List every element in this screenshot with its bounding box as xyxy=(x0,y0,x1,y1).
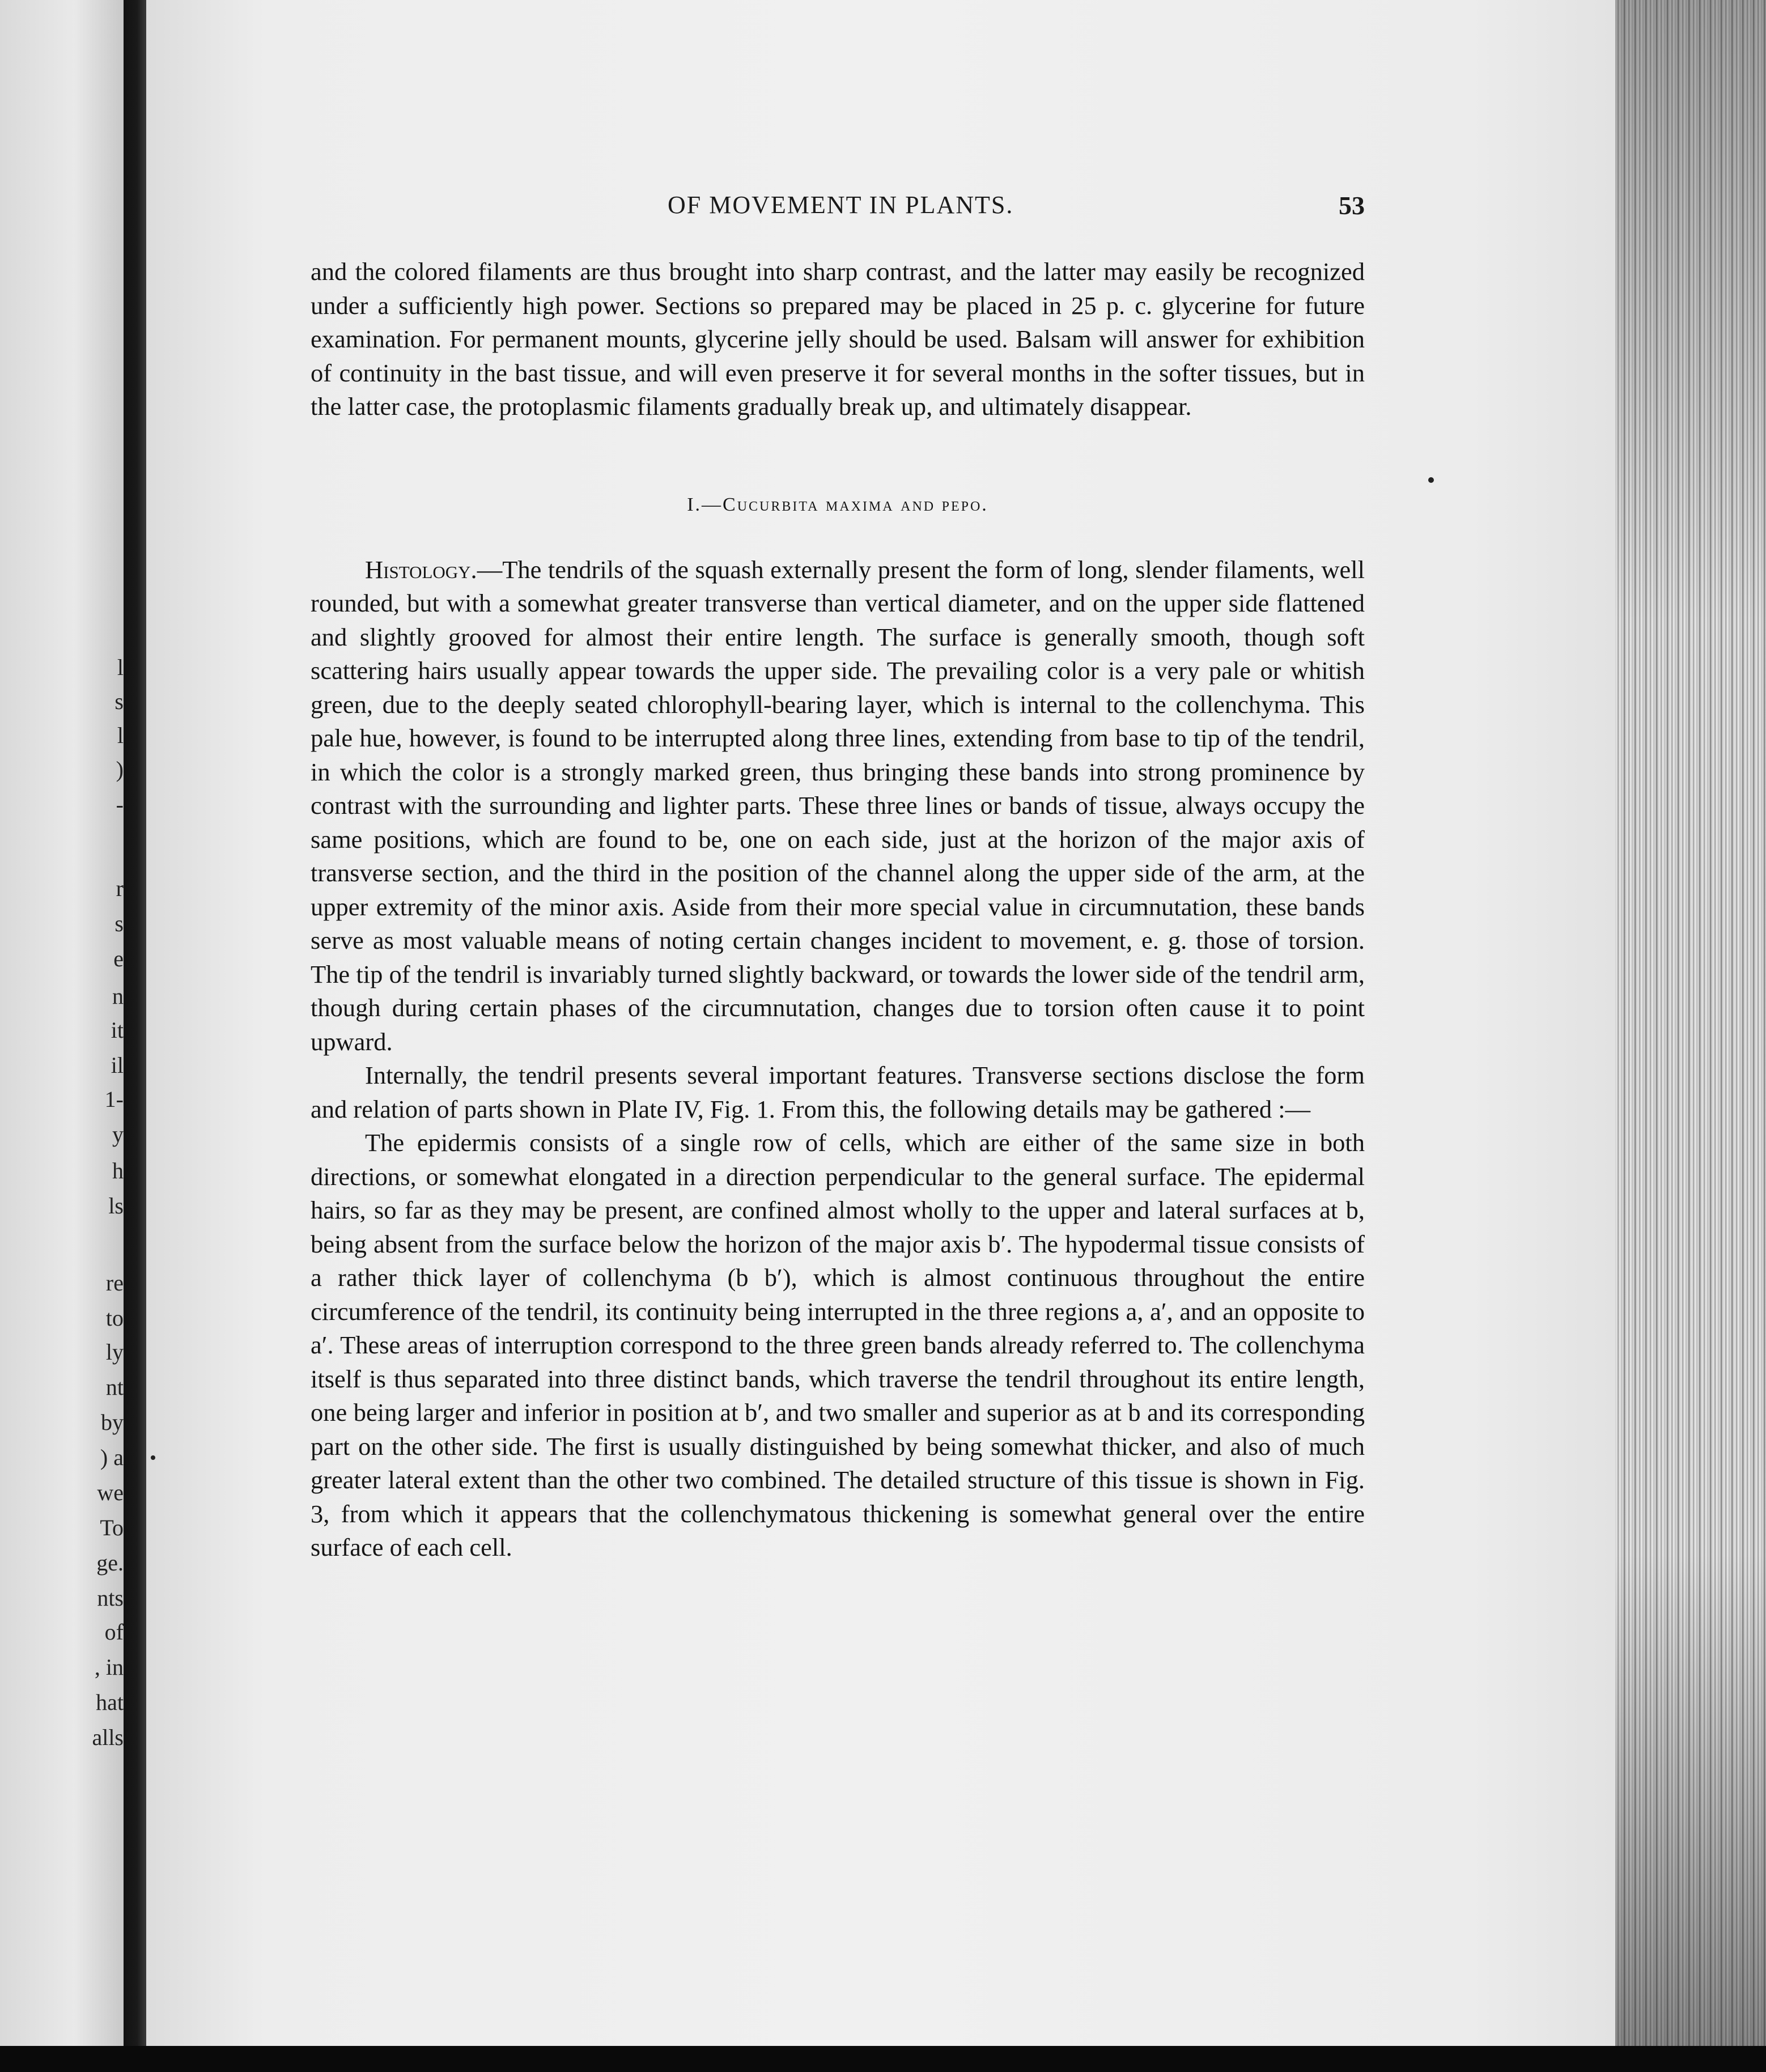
left-page-text-fragments xyxy=(0,0,124,2072)
left-page-fragment: ) xyxy=(116,757,124,782)
epidermis-paragraph: The epidermis consists of a single row of cells, which are either of the same size in both directions, or somewhat elongated in a direction perpendicular to the general surface. The epidermal hairs, so far as they may be present, are confined almost wholly to the upper and lateral surfaces at b, being absent from the surface below the horizon of the major axis b′. The hypodermal tissue consists of a rather thick layer of collenchyma (b b′), which is almost continuous throughout the entire circumference of the tendril, its continuity being interrupted in the three regions a, a′, and an opposite to a′. These areas of interruption correspond to the three green bands already referred to. The collenchyma itself is thus separated into three distinct bands, which traverse the tendril throughout its entire length, one being larger and inferior in position at b′, and two smaller and superior as at b and its corresponding part on the other side. The first is usually distinguished by being somewhat thicker, and also of much greater lateral extent than the other two combined. The detailed structure of this tissue is shown in Fig. 3, from which it appears that the collenchymatous thickening is somewhat general over the entire surface of each cell. xyxy=(311,1128,1365,1561)
left-page-fragment: ls xyxy=(108,1193,124,1218)
left-page-fragment: e xyxy=(113,946,124,971)
histology-paragraph xyxy=(311,553,1365,1059)
left-page-fragment: s xyxy=(114,689,124,714)
left-page-fragment: alls xyxy=(92,1725,124,1750)
internal-paragraph: Internally, the tendril presents several important features. Transverse sections disclose the form and relation of parts shown in Plate IV, Fig. 1. From this, the following details may be gathered :— xyxy=(311,1061,1365,1123)
text-body xyxy=(311,255,1365,1565)
page-edges-shade xyxy=(1615,0,1766,2072)
running-head-title: OF MOVEMENT IN PLANTS. xyxy=(668,191,1014,219)
left-page-fragment: re xyxy=(105,1270,124,1296)
intro-paragraph: and the colored filaments are thus brought into sharp contrast, and the latter may easily be recognized under a sufficiently high power. Sections so prepared may be placed in 25 p. c. glycerine for future examination. For permanent mounts, glycerine jelly should be used. Balsam will answer for exhibition of continuity in the bast tissue, and will even preserve it for several months in the softer tissues, but in the latter case, the protoplasmic filaments gradually break up, and ultimately disappear. xyxy=(311,257,1365,421)
scan-bottom-border xyxy=(0,2046,1766,2072)
left-page-fragment: il xyxy=(111,1052,124,1078)
left-page-fragment: ge. xyxy=(96,1550,124,1576)
histology-text: —The tendrils of the squash externally present the form of long, slender filaments, well rounded, but with a somewhat greater transverse than vertical diameter, and on the upper side flattened and slightly grooved for almost their entire length. The surface is generally smooth, though soft scattering hairs usually appear towards the upper side. The prevailing color is a very pale or whitish green, due to the deeply seated chlorophyll-bearing layer, which is internal to the collenchyma. This pale hue, however, is found to be interrupted along three lines, extending from base to tip of the tendril, in which the color is a strongly marked green, thus bringing these bands into strong prominence by contrast with the surrounding and lighter parts. These three lines or bands of tissue, always occupy the same positions, which are found to be, one on each side, just at the horizon of the major axis of transverse section, and the third in the position of the channel along the upper side of the arm, at the upper extremity of the minor axis. Aside from their more special value in circumnutation, these bands serve as most valuable means of noting certain changes incident to movement, e. g. those of torsion. The tip of the tendril is invariably turned slightly backward, or towards the lower side of the tendril arm, though during certain phases of the circumnutation, changes due to torsion often cause it to point upward. xyxy=(311,555,1365,1056)
book-gutter xyxy=(124,0,146,2072)
left-page-fragment: we xyxy=(97,1480,124,1505)
left-page-fragment: hat xyxy=(96,1689,124,1715)
left-page-fragment: h xyxy=(112,1158,124,1183)
left-page-fragment: it xyxy=(111,1017,124,1043)
running-head xyxy=(311,190,1365,224)
left-page-fragment: , in xyxy=(94,1654,124,1680)
left-page-fragment: l xyxy=(117,655,124,680)
left-page-fragment: - xyxy=(116,792,124,817)
left-page-fragment: s xyxy=(114,911,124,936)
left-page-fragment: nt xyxy=(105,1374,124,1400)
left-page-fragment: n xyxy=(112,983,124,1009)
left-page-fragment: r xyxy=(116,876,124,901)
left-page-fragment: ) a xyxy=(100,1445,124,1470)
left-page-fragment: To xyxy=(100,1515,124,1540)
ink-speck xyxy=(1428,477,1434,483)
left-page-fragment: l xyxy=(117,723,124,748)
section-heading: I.—Cucurbita maxima and pepo. xyxy=(687,494,988,515)
left-page-fragment: nts xyxy=(97,1585,124,1611)
histology-lead: Histology. xyxy=(365,555,477,584)
page-number: 53 xyxy=(1339,191,1365,220)
left-page-fragment: ly xyxy=(105,1339,124,1365)
left-page-fragment: 1- xyxy=(104,1086,124,1112)
left-page-fragment: by xyxy=(101,1409,124,1435)
left-page-fragment: y xyxy=(112,1122,124,1147)
left-page-fragment: of xyxy=(104,1619,124,1645)
ink-speck xyxy=(151,1455,155,1460)
left-page-fragment: to xyxy=(105,1305,124,1331)
